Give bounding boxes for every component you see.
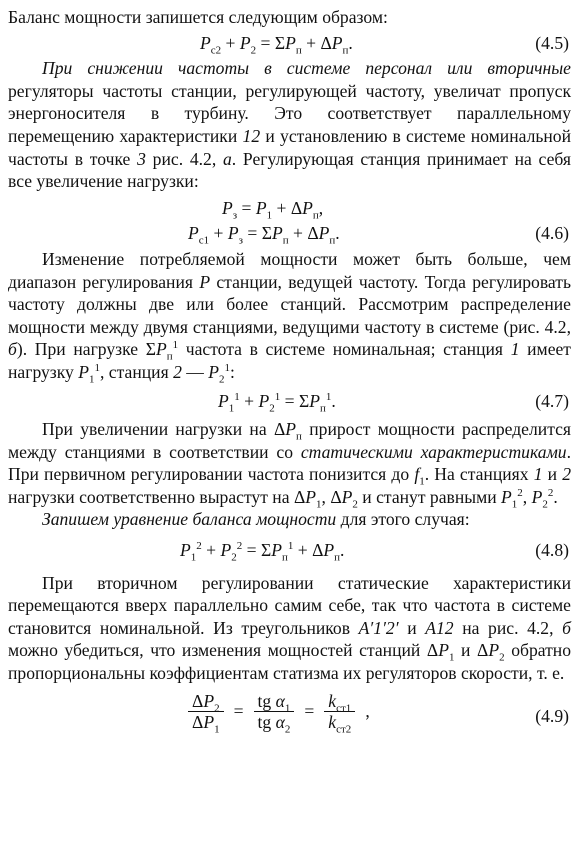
figure-curve-12: 12 xyxy=(242,125,261,146)
equation-body: $P_{c2} + P_2 = \Sigma P_п + \Delta P_п$. xyxy=(200,32,353,57)
text-run: и xyxy=(542,464,563,485)
equation-number: (4.7) xyxy=(535,390,569,411)
text-run: рис. 4.2, xyxy=(145,148,223,169)
fraction-delta-p: $\frac{\Delta P_2}{\Delta P_1}$ xyxy=(188,691,224,732)
text-run: , станция xyxy=(100,361,174,382)
text-run: и xyxy=(398,617,426,638)
equation-body: $\frac{\Delta P_2}{\Delta P_1}$ = $\frac{tg \alpha_1}{tg \alpha_2}$ = $\frac{k_{ст1}}{k_{ст2}}$ , xyxy=(188,691,370,732)
text-run: и установлению в системе номинальной частоты в точке xyxy=(8,125,571,169)
text-run: нагрузки соответственно вырастут на xyxy=(8,486,294,507)
text-run: обратно пропорциональны коэффициентам статизма их регуляторов скорости, т. е. xyxy=(8,640,572,684)
text-run: станции, ведущей частоту. Тогда регулировать частоту должны две или более станций. Рассмотрим распределение мощности между двумя станциями, ведущими частоту в системе (рис. 4.2, xyxy=(8,271,571,337)
text-run: Изменение потребляемой мощности может быть больше, чем диапазон регулирования xyxy=(8,248,571,292)
equation-number: (4.5) xyxy=(535,32,569,53)
text-run: регуляторы частоты станции, регулирующей частоту, увеличат пропуск энергоносителя в турбину. Это соответствует параллельному перемещению характеристики xyxy=(8,80,571,146)
equation-number: (4.8) xyxy=(535,540,569,561)
italic-phrase: При снижении частоты в системе персонал или вторичные xyxy=(42,58,571,79)
figure-point-3: 3 xyxy=(137,148,146,169)
text-run: прирост мощности распределится между станциями в соответствии со xyxy=(8,419,571,462)
text-run: . При первичном регулировании частота понизится до xyxy=(8,441,571,485)
equation-p3 xyxy=(8,197,571,220)
fraction-k: $\frac{k_{ст1}}{k_{ст2}}$ xyxy=(324,691,355,732)
equation-4-6 xyxy=(8,222,571,245)
text-run: При вторичном регулировании статические характеристики перемещаются вверх параллельно самим себе, так что частота в системе становится номинальной. Из треугольников xyxy=(8,572,571,638)
figure-ref: а xyxy=(222,148,232,169)
paragraph-two-stations: Изменение потребляемой мощности может быть больше, чем диапазон регулирования P станции, ведущей частоту. Тогда регулировать частоту должны две или более станций. Рассмотрим распределение мощности между двумя станциями, ведущими частоту в системе (рис. 4.2, б). При нагрузке $\Sigma P_п^1$ частота в системе номинальная; станция 1 имеет нагрузку $P_1^1$, станция 2 — $P_2^1$: xyxy=(8,248,571,386)
paragraph-load-increase: При увеличении нагрузки на $\Delta P_п$ прирост мощности распределится между станциями в соответствии со статическими характеристиками. При первичном регулировании частота понизится до $f_1$. На станциях 1 и 2 нагрузки соответственно вырастут на $\Delta P_1$, $\Delta P_2$ и станут равными $P_1^2$, $P_2^2$. xyxy=(8,419,571,511)
text-run: При увеличении нагрузки на xyxy=(42,419,274,440)
equation-body: $P_1^1 + P_2^1 = \Sigma P_п^1$. xyxy=(218,390,336,415)
intro-line: Баланс мощности запишется следующим образом: xyxy=(8,7,388,27)
text-run: . На станциях xyxy=(424,464,534,485)
equation-4-9 xyxy=(8,691,571,741)
text-run: ). При нагрузке xyxy=(16,339,146,360)
equation-body: $P_з = P_1 + \Delta P_п$, xyxy=(222,197,324,222)
italic-phrase: статическими характеристиками xyxy=(300,441,567,462)
equation-body: $P_1^2 + P_2^2 = \Sigma P_п^1 + \Delta P_п$. xyxy=(180,540,345,564)
figure-ref: б xyxy=(562,617,571,638)
triangle-ref: A′1′2′ xyxy=(358,617,399,638)
equation-number: (4.9) xyxy=(535,705,569,726)
paragraph-secondary-regulation xyxy=(8,57,571,193)
equation-body: $P_{c1} + P_з = \Sigma P_п + \Delta P_п$. xyxy=(188,223,340,247)
text-run: на рис. 4.2, xyxy=(453,617,563,638)
text-run: и станут равными xyxy=(357,486,502,507)
paragraph-secondary-static: При вторичном регулировании статические характеристики перемещаются вверх параллельно самим себе, так что частота в системе становится номинальной. Из треугольников A′1′2′ и A12 на рис. 4.2, б можно убедиться, что изменения мощностей станций $\Delta P_1$ и $\Delta P_2$ обратно пропорциональны коэффициентам статизма их регуляторов скорости, т. е. xyxy=(8,572,572,684)
figure-ref: б xyxy=(8,339,17,360)
equation-4-5 xyxy=(8,32,571,55)
triangle-ref: A12 xyxy=(425,617,454,638)
equation-4-8 xyxy=(8,539,571,562)
text-run: имеет нагрузку xyxy=(8,339,571,382)
equation-4-7 xyxy=(8,390,571,413)
text-run: частота в системе номинальная; станция xyxy=(178,339,511,360)
equation-number: (4.6) xyxy=(535,223,569,244)
text-run: можно убедиться, что изменения мощностей станций xyxy=(8,640,427,661)
fraction-tg: $\frac{tg \alpha_1}{tg \alpha_2}$ xyxy=(254,691,295,732)
paragraph-balance-intro xyxy=(8,508,571,531)
text-run: для этого случая: xyxy=(336,509,470,530)
italic-phrase: Запишем уравнение баланса мощности xyxy=(42,509,337,530)
text-run: . Регулирующая станция принимает на себя все увеличение нагрузки: xyxy=(8,148,571,192)
